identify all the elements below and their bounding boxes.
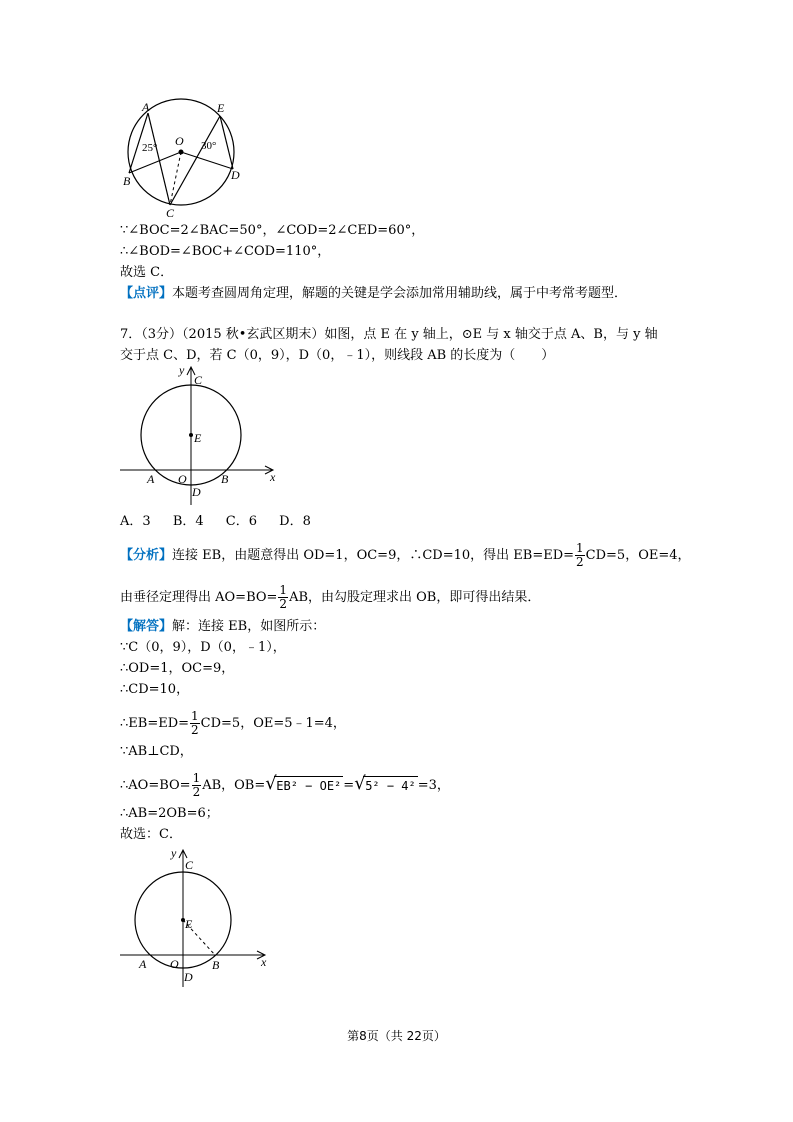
fig2-d-label: D [192, 485, 201, 499]
figure-q7 [115, 362, 285, 507]
q7-stem-2: 交于点 C、D，若 C（0，9），D（0，﹣1），则线段 AB 的长度为（ ） [120, 348, 555, 363]
fraction-half: $\frac{1}{2}$ [191, 709, 199, 737]
choice-c: C．6 [225, 514, 257, 529]
fig1-angle-e: 30° [201, 140, 217, 152]
solution-line-3: ∴CD=10， [120, 682, 190, 697]
q7-stem-1: 7．（3分）（2015 秋•玄武区期末）如图，点 E 在 y 轴上，⊙E 与 x 轴交于点 A、B，与 y 轴 [120, 327, 658, 342]
solution-line-7: ∴AB=2OB=6； [120, 806, 219, 821]
fig1-label-b: B [123, 174, 131, 188]
fig2-x-label: x [270, 470, 276, 484]
analysis-text-2a: 由垂径定理得出 AO=BO= [120, 590, 278, 605]
fig1-label-c: C [166, 206, 175, 220]
fig2-y-label: y [179, 363, 185, 377]
solution-line-intro [120, 618, 325, 636]
solution-line-4: ∴EB=ED= $\frac{1}{2}$ CD=5，OE=5﹣1=4， [120, 709, 346, 737]
solution-line-1: ∵C（0，9），D（0，﹣1）， [120, 640, 286, 655]
choice-a: A．3 [120, 514, 151, 529]
review-text: 本题考查圆周角定理，解题的关键是学会添加常用辅助线，属于中考常考题型． [172, 286, 628, 301]
solution-intro: 解：连接 EB，如图所示： [172, 619, 326, 634]
fig2-e-label: E [194, 431, 202, 445]
fig1-angle-a: 25° [142, 142, 158, 154]
analysis-line-2 [120, 584, 540, 611]
fig3-c-label: C [185, 858, 194, 872]
sqrt-expression-2: √ 5² − 4² [354, 772, 416, 794]
fig2-c-label: C [194, 373, 203, 387]
fig2-b-label: B [221, 472, 229, 486]
sqrt-expression-1: √ EB² − OE² [265, 772, 342, 794]
choice-d: D．8 [279, 514, 311, 529]
choice-b: B．4 [172, 514, 204, 529]
fig3-d-label: D [184, 970, 193, 984]
review-line [120, 285, 627, 303]
fig3-o-label: O [170, 957, 179, 971]
fraction-half: $\frac{1}{2}$ [576, 541, 584, 569]
solution-tag: 【解答】 [120, 619, 173, 634]
fig2-o-label: O [178, 472, 187, 486]
fig1-label-a: A [142, 100, 150, 114]
analysis-tag: 【分析】 [120, 548, 173, 563]
analysis-text-1b: CD=5，OE=4， [585, 548, 691, 563]
prev-line-2: ∴∠BOD=∠BOC+∠COD=110°， [120, 244, 331, 259]
page-footer: 第8页（共 22页） [347, 1029, 446, 1043]
solution-line-8: 故选：C． [120, 827, 182, 842]
figure-solution [115, 845, 285, 990]
fig3-x-label: x [261, 955, 267, 969]
prev-line-1: ∵∠BOC=2∠BAC=50°，∠COD=2∠CED=60°， [120, 223, 425, 238]
fraction-half: $\frac{1}{2}$ [279, 583, 288, 611]
analysis-text-1a: 连接 EB，由题意得出 OD=1，OC=9，∴CD=10，得出 EB=ED= [172, 548, 575, 563]
fig3-b-label: B [212, 958, 220, 972]
review-tag: 【点评】 [120, 286, 173, 301]
analysis-text-2b: AB，由勾股定理求出 OB，即可得出结果． [289, 590, 541, 605]
figure-inscribed-angles [115, 95, 245, 220]
prev-line-3: 故选 C． [120, 265, 174, 280]
fig3-y-label: y [171, 846, 177, 860]
fraction-half: $\frac{1}{2}$ [192, 771, 201, 799]
fig3-a-label: A [139, 957, 147, 971]
q7-choices [120, 513, 329, 531]
fig2-a-label: A [147, 472, 155, 486]
solution-line-2: ∴OD=1，OC=9， [120, 661, 235, 676]
fig1-label-e: E [217, 101, 225, 115]
fig1-label-o: O [175, 134, 184, 148]
solution-line-5: ∵AB⊥CD， [120, 744, 193, 759]
analysis-line-1 [120, 542, 691, 569]
fig3-e-label: E [185, 917, 193, 931]
solution-line-6: ∴AO=BO= $\frac{1}{2}$ AB，OB= √ EB² − OE² = √ 5² − 4² =3， [120, 771, 450, 799]
fig1-label-d: D [231, 168, 240, 182]
